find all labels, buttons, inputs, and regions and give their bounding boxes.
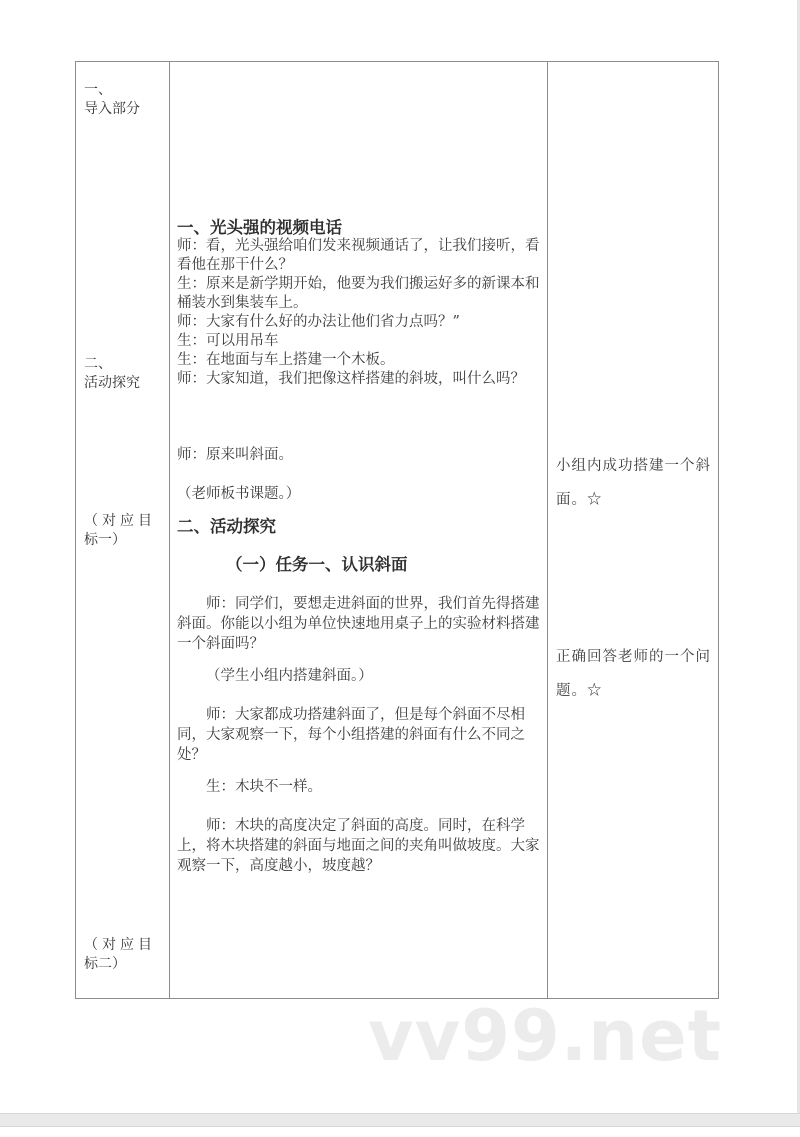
- paragraph: 师：同学们，要想走进斜面的世界，我们首先得搭建斜面。你能以小组为单位快速地用桌子上的实验材料搭建一个斜面吗？: [177, 596, 540, 652]
- heading-activity: 二、活动探究: [177, 517, 276, 536]
- page-separator: [0, 1113, 800, 1127]
- lesson-plan-table: [75, 61, 719, 999]
- dialogue-line: 生：可以用吊车: [177, 333, 279, 349]
- column-divider: [169, 62, 170, 998]
- heading-video-call: 一、光头强的视频电话: [177, 218, 342, 237]
- evaluation-2: 正确回答老师的一个问题。☆: [556, 649, 711, 699]
- section-label-intro: [84, 81, 166, 119]
- paragraph: 师：木块的高度决定了斜面的高度。同时，在科学上，将木块搭建的斜面与地面之间的夹角叫做坡度。大家观察一下，高度越小，坡度越？: [177, 818, 540, 874]
- label-text: 导入部分: [84, 101, 140, 117]
- target-label-2: [84, 936, 166, 974]
- dialogue-line: 生：原来是新学期开始，他要为我们搬运好多的新课本和桶装水到集装车上。: [177, 276, 540, 311]
- column-divider: [547, 62, 548, 998]
- target-label-1: [84, 512, 166, 550]
- dialogue-line: 生：在地面与车上搭建一个木板。: [177, 352, 395, 368]
- label-line: 标二）: [84, 956, 126, 972]
- dialogue-line: 师：大家有什么好的办法让他们省力点吗？”: [177, 314, 460, 330]
- label-text: 活动探究: [84, 375, 140, 391]
- evaluation-1: 小组内成功搭建一个斜面。☆: [556, 458, 711, 508]
- dialogue-line: 师：大家知道，我们把像这样搭建的斜坡，叫什么吗？: [177, 371, 525, 387]
- paragraph: 师：大家都成功搭建斜面了，但是每个斜面不尽相同，大家观察一下，每个小组搭建的斜面有什么不同之处？: [177, 707, 525, 763]
- label-line: （对应目: [84, 937, 156, 953]
- label-line: （对应目: [84, 513, 156, 529]
- label-line: 标一）: [84, 532, 126, 548]
- label-number: 二、: [84, 356, 112, 372]
- paragraph: 生：木块不一样。: [206, 779, 322, 795]
- subheading-task-1: （一）任务一、认识斜面: [226, 555, 408, 574]
- paragraph: （学生小组内搭建斜面。）: [206, 668, 373, 684]
- section-label-activity: [84, 355, 166, 393]
- intro-content: [177, 218, 547, 389]
- dialogue-line: 师：看，光头强给咱们发来视频通话了，让我们接听，看看他在那干什么？: [177, 238, 540, 273]
- board-note: （老师板书课题。）: [177, 486, 301, 502]
- watermark: vv99.net: [368, 995, 723, 1077]
- label-number: 一、: [84, 82, 112, 98]
- dialogue-answer: 师：原来叫斜面。: [177, 447, 293, 463]
